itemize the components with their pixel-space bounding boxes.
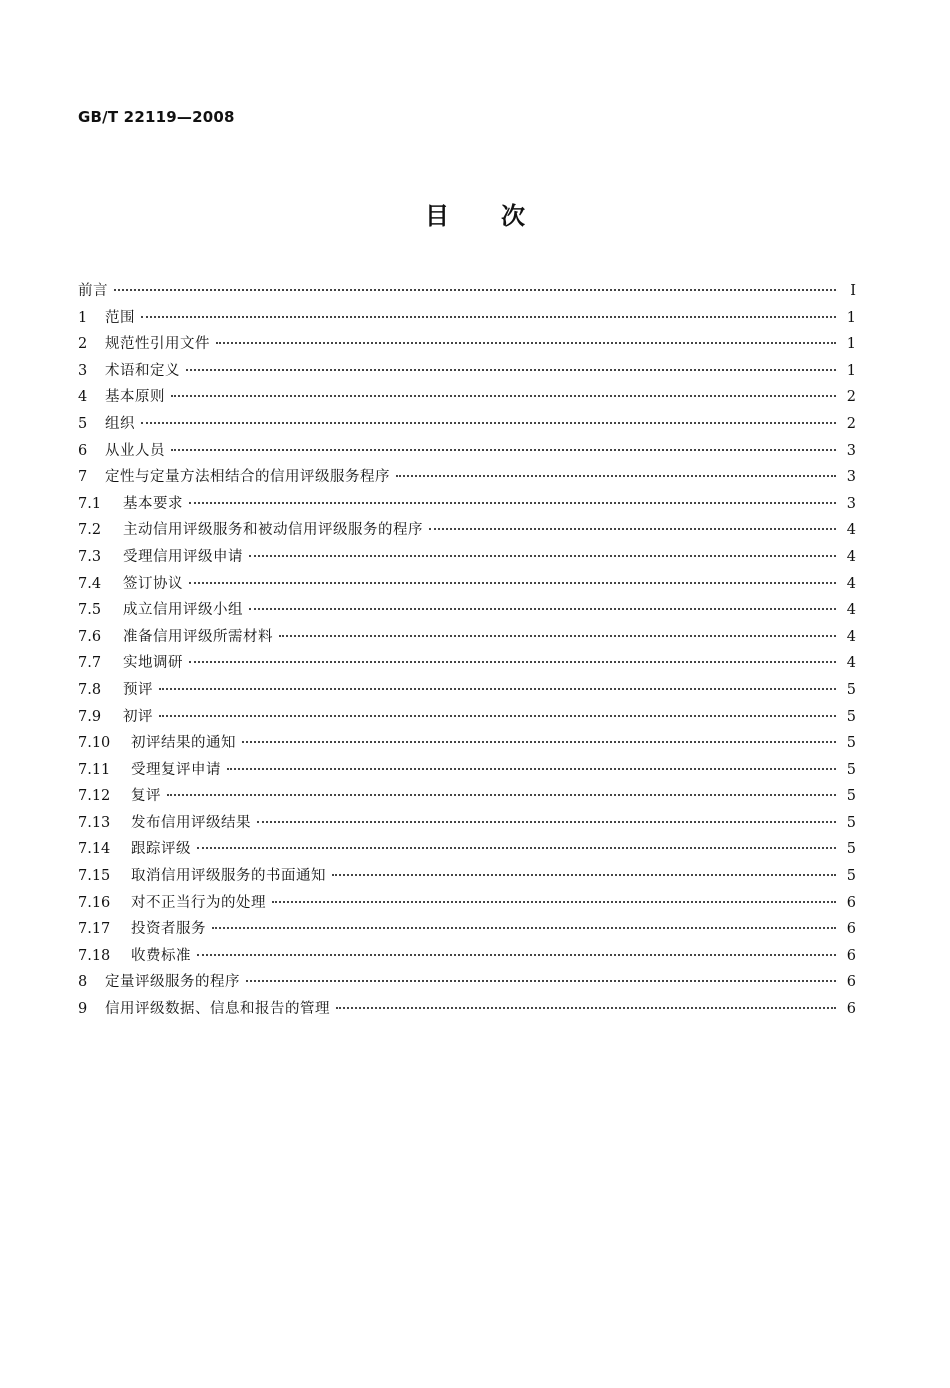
toc-entry-page: 4 xyxy=(846,602,856,619)
toc-entry[interactable] xyxy=(78,944,856,971)
toc-entry-page: 6 xyxy=(846,921,856,938)
toc-entry-title: 定量评级服务的程序 xyxy=(105,974,240,991)
dot-leader xyxy=(186,369,836,371)
toc-entry[interactable] xyxy=(78,518,856,545)
toc-entry[interactable] xyxy=(78,625,856,652)
toc-entry-title: 前言 xyxy=(78,283,108,299)
toc-entry-title: 基本原则 xyxy=(105,389,165,406)
toc-entry-title: 成立信用评级小组 xyxy=(123,602,243,619)
toc-entry-title: 从业人员 xyxy=(105,442,165,459)
toc-entry-page: 5 xyxy=(846,708,856,725)
toc-entry-number: 4 xyxy=(78,389,88,406)
title-char-1: 目 xyxy=(425,202,449,230)
toc-entry-title: 准备信用评级所需材料 xyxy=(123,628,273,645)
toc-entry-number: 7.5 xyxy=(78,602,102,619)
toc-entry-title: 复评 xyxy=(131,788,161,805)
toc-entry-title: 受理复评申请 xyxy=(131,761,221,778)
toc-entry-number: 7.16 xyxy=(78,894,111,911)
toc-entry-title: 签订协议 xyxy=(123,575,183,592)
dot-leader xyxy=(159,688,836,690)
toc-entry[interactable] xyxy=(78,279,856,306)
toc-entry[interactable] xyxy=(78,758,856,785)
toc-entry-page: 1 xyxy=(846,336,856,353)
toc-entry-title: 初评 xyxy=(123,708,153,725)
dot-leader xyxy=(216,342,836,344)
toc-entry-page: 2 xyxy=(846,389,856,406)
toc-entry-page: 5 xyxy=(846,868,856,885)
dot-leader xyxy=(257,821,836,823)
toc-entry-number: 6 xyxy=(78,442,88,459)
toc-entry[interactable] xyxy=(78,997,856,1024)
toc-entry-page: 3 xyxy=(846,469,856,486)
toc-entry-title: 受理信用评级申请 xyxy=(123,548,243,565)
dot-leader xyxy=(246,980,836,982)
toc-entry-number: 7.4 xyxy=(78,575,102,592)
toc-entry-page: 3 xyxy=(846,495,856,512)
toc-entry-page: 6 xyxy=(846,894,856,911)
page-title xyxy=(0,196,950,231)
toc-entry-title: 预评 xyxy=(123,681,153,698)
toc-entry-page: 6 xyxy=(846,974,856,991)
toc-entry[interactable] xyxy=(78,359,856,386)
dot-leader xyxy=(197,954,836,956)
toc-entry-page: 5 xyxy=(846,814,856,831)
dot-leader xyxy=(141,422,836,424)
toc-entry-title: 术语和定义 xyxy=(105,362,180,379)
dot-leader xyxy=(197,847,836,849)
toc-entry-title: 信用评级数据、信息和报告的管理 xyxy=(105,1001,330,1018)
toc-entry-number: 7.2 xyxy=(78,522,102,539)
toc-entry[interactable] xyxy=(78,784,856,811)
dot-leader xyxy=(332,874,836,876)
toc-entry-title: 组织 xyxy=(105,415,135,432)
dot-leader xyxy=(189,661,836,663)
toc-entry-number: 1 xyxy=(78,309,88,326)
toc-entry[interactable] xyxy=(78,306,856,333)
dot-leader xyxy=(167,794,836,796)
toc-entry-page: 5 xyxy=(846,681,856,698)
toc-entry-number: 7.15 xyxy=(78,868,111,885)
toc-entry[interactable] xyxy=(78,731,856,758)
toc-entry-number: 7.7 xyxy=(78,655,102,672)
toc-entry[interactable] xyxy=(78,492,856,519)
toc-entry-title: 投资者服务 xyxy=(131,921,206,938)
dot-leader xyxy=(171,449,836,451)
toc-entry-title: 对不正当行为的处理 xyxy=(131,894,266,911)
toc-entry-title: 基本要求 xyxy=(123,495,183,512)
toc-entry[interactable] xyxy=(78,439,856,466)
toc-entry-number: 5 xyxy=(78,415,88,432)
dot-leader xyxy=(159,715,836,717)
toc-entry[interactable] xyxy=(78,811,856,838)
toc-entry-title: 取消信用评级服务的书面通知 xyxy=(131,868,326,885)
toc-entry-number: 7.10 xyxy=(78,735,111,752)
toc-entry-page: 5 xyxy=(846,841,856,858)
toc-entry-number: 7.8 xyxy=(78,681,102,698)
toc-entry-number: 7.3 xyxy=(78,548,102,565)
toc-entry-title: 规范性引用文件 xyxy=(105,336,210,353)
toc-entry-title: 主动信用评级服务和被动信用评级服务的程序 xyxy=(123,522,423,539)
toc-entry-number: 7.11 xyxy=(78,761,111,778)
toc-entry[interactable] xyxy=(78,970,856,997)
toc-entry-number: 7.14 xyxy=(78,841,111,858)
dot-leader xyxy=(249,555,836,557)
toc-entry[interactable] xyxy=(78,412,856,439)
toc-entry-page: 3 xyxy=(846,442,856,459)
toc-entry-number: 2 xyxy=(78,336,88,353)
dot-leader xyxy=(242,741,836,743)
toc-entry-page: 4 xyxy=(846,522,856,539)
toc-entry-number: 7.6 xyxy=(78,628,102,645)
toc-entry-page: 4 xyxy=(846,655,856,672)
toc-entry-page: 1 xyxy=(846,362,856,379)
toc-entry[interactable] xyxy=(78,572,856,599)
toc-entry[interactable] xyxy=(78,465,856,492)
toc-entry-page: 6 xyxy=(846,947,856,964)
toc-entry-number: 7.18 xyxy=(78,947,111,964)
toc-entry[interactable] xyxy=(78,917,856,944)
toc-entry[interactable] xyxy=(78,332,856,359)
toc-entry-page: 6 xyxy=(846,1001,856,1018)
toc-entry-number: 7.9 xyxy=(78,708,102,725)
dot-leader xyxy=(171,395,836,397)
toc-entry[interactable] xyxy=(78,864,856,891)
dot-leader xyxy=(429,528,836,530)
toc-entry-page: 4 xyxy=(846,628,856,645)
toc-entry[interactable] xyxy=(78,598,856,625)
toc-entry-page: 5 xyxy=(846,735,856,752)
toc-entry-number: 7 xyxy=(78,469,88,486)
toc-entry-page: 1 xyxy=(846,309,856,326)
toc-entry[interactable] xyxy=(78,891,856,918)
dot-leader xyxy=(279,635,836,637)
dot-leader xyxy=(249,608,836,610)
dot-leader xyxy=(396,475,836,477)
toc-entry-number: 7.12 xyxy=(78,788,111,805)
toc-entry-title: 初评结果的通知 xyxy=(131,735,236,752)
dot-leader xyxy=(189,502,836,504)
dot-leader xyxy=(272,901,836,903)
dot-leader xyxy=(189,582,836,584)
toc-entry-page: 5 xyxy=(846,761,856,778)
dot-leader xyxy=(336,1007,836,1009)
toc-entry-title: 范围 xyxy=(105,309,135,326)
standard-code: GB/T 22119—2008 xyxy=(78,108,235,126)
toc-entry-title: 定性与定量方法相结合的信用评级服务程序 xyxy=(105,469,390,486)
toc-entry-title: 发布信用评级结果 xyxy=(131,814,251,831)
toc-entry-page: 2 xyxy=(846,415,856,432)
dot-leader xyxy=(114,289,836,291)
toc-entry[interactable] xyxy=(78,837,856,864)
toc-entry-number: 3 xyxy=(78,362,88,379)
toc-entry[interactable] xyxy=(78,651,856,678)
toc-entry-page: 4 xyxy=(846,575,856,592)
toc-entry[interactable] xyxy=(78,545,856,572)
dot-leader xyxy=(141,316,836,318)
toc-entry-number: 9 xyxy=(78,1001,88,1018)
table-of-contents xyxy=(78,279,856,1024)
dot-leader xyxy=(212,927,836,929)
toc-entry-number: 8 xyxy=(78,974,88,991)
toc-entry-number: 7.1 xyxy=(78,495,102,512)
toc-entry[interactable] xyxy=(78,705,856,732)
toc-entry-number: 7.13 xyxy=(78,814,111,831)
toc-entry-title: 跟踪评级 xyxy=(131,841,191,858)
toc-entry-page: 4 xyxy=(846,548,856,565)
toc-entry[interactable] xyxy=(78,678,856,705)
toc-entry-title: 实地调研 xyxy=(123,655,183,672)
toc-entry-page: I xyxy=(850,283,856,299)
toc-entry[interactable] xyxy=(78,385,856,412)
title-char-2: 次 xyxy=(501,202,525,230)
toc-entry-number: 7.17 xyxy=(78,921,111,938)
toc-entry-title: 收费标准 xyxy=(131,947,191,964)
dot-leader xyxy=(227,768,836,770)
toc-entry-page: 5 xyxy=(846,788,856,805)
